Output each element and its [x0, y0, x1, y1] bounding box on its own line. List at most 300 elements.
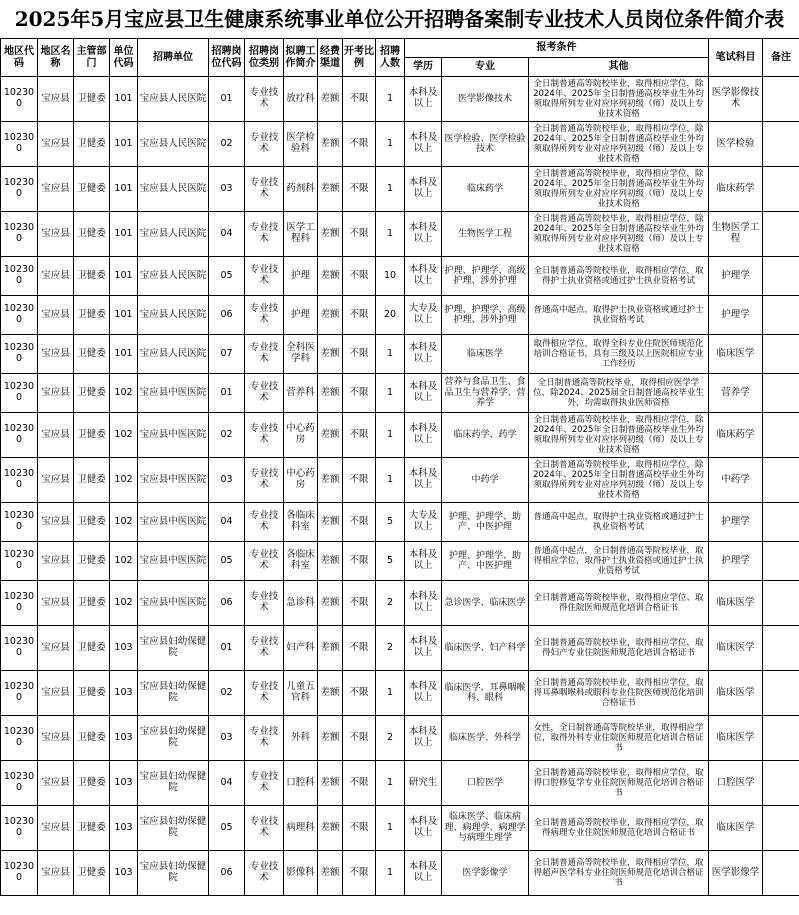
table-body [1, 77, 799, 896]
cell-region-code: 102300 [1, 761, 38, 806]
cell-remark [763, 806, 799, 851]
cell-unit-code: 102 [110, 503, 138, 542]
cell-other: 普通高中起点，全日制普通高等院校毕业，取得相应学位，取得护士执业资格或通过护士执业资格考试 [529, 542, 709, 581]
table-row [1, 167, 799, 212]
cell-count: 1 [376, 458, 405, 503]
cell-remark [763, 458, 799, 503]
cell-post-code: 01 [209, 626, 245, 671]
cell-funding: 差额 [318, 716, 343, 761]
cell-post-code: 05 [209, 257, 245, 296]
cell-education: 本科及以上 [405, 212, 442, 257]
cell-ratio: 不限 [343, 335, 376, 374]
cell-post-type: 专业技术 [245, 806, 284, 851]
cell-region-code: 102300 [1, 296, 38, 335]
table-row [1, 335, 799, 374]
table-row [1, 761, 799, 806]
cell-unit-code: 101 [110, 296, 138, 335]
cell-region-code: 102300 [1, 626, 38, 671]
cell-unit-code: 102 [110, 458, 138, 503]
cell-ratio: 不限 [343, 167, 376, 212]
table-row [1, 626, 799, 671]
cell-remark [763, 671, 799, 716]
cell-post-type: 专业技术 [245, 458, 284, 503]
cell-remark [763, 581, 799, 626]
cell-unit-code: 103 [110, 761, 138, 806]
cell-unit-code: 102 [110, 413, 138, 458]
cell-region-name: 宝应县 [38, 851, 74, 896]
cell-count: 1 [376, 806, 405, 851]
header-dept: 主管部门 [74, 39, 110, 77]
cell-count: 20 [376, 296, 405, 335]
cell-major: 临床药学 [442, 167, 529, 212]
cell-unit: 宝应县中医医院 [138, 581, 209, 626]
cell-remark [763, 542, 799, 581]
cell-dept: 卫健委 [74, 806, 110, 851]
cell-education: 本科及以上 [405, 77, 442, 122]
cell-remark [763, 77, 799, 122]
cell-count: 2 [376, 716, 405, 761]
cell-major: 临床药学、药学 [442, 413, 529, 458]
cell-post-brief: 营养科 [284, 374, 318, 413]
cell-other: 全日制普通高等院校毕业，取得相应学位，除2024年、2025年全日制普通高校毕业生外均须取得所列专业对应序列初级（师）及以上专业技术资格 [529, 212, 709, 257]
header-exam: 笔试科目 [709, 39, 763, 77]
cell-education: 本科及以上 [405, 374, 442, 413]
cell-funding: 差额 [318, 296, 343, 335]
header-post-brief: 拟聘工作简介 [284, 39, 318, 77]
cell-funding: 差额 [318, 212, 343, 257]
header-ratio: 开考比例 [343, 39, 376, 77]
cell-major: 护理、护理学、高级护理、涉外护理 [442, 257, 529, 296]
cell-unit-code: 101 [110, 212, 138, 257]
cell-unit-code: 103 [110, 671, 138, 716]
cell-region-code: 102300 [1, 374, 38, 413]
cell-post-code: 04 [209, 503, 245, 542]
cell-dept: 卫健委 [74, 413, 110, 458]
cell-funding: 差额 [318, 761, 343, 806]
cell-dept: 卫健委 [74, 716, 110, 761]
cell-unit-code: 103 [110, 626, 138, 671]
cell-region-name: 宝应县 [38, 503, 74, 542]
cell-region-name: 宝应县 [38, 257, 74, 296]
cell-unit-code: 101 [110, 122, 138, 167]
cell-other: 全日制普通高等院校毕业，取得相应学位，取得耳鼻咽喉科或眼科专业住院医师规范化培训合格证书 [529, 671, 709, 716]
cell-unit: 宝应县中医医院 [138, 374, 209, 413]
cell-dept: 卫健委 [74, 671, 110, 716]
cell-exam: 临床医学 [709, 335, 763, 374]
cell-funding: 差额 [318, 335, 343, 374]
cell-other: 全日制普通高等院校毕业，取得相应学位、取得住院医师规范化培训合格证书 [529, 581, 709, 626]
cell-unit: 宝应县中医医院 [138, 413, 209, 458]
cell-dept: 卫健委 [74, 581, 110, 626]
cell-post-type: 专业技术 [245, 335, 284, 374]
cell-exam: 口腔医学 [709, 761, 763, 806]
header-post-code: 招聘岗位代码 [209, 39, 245, 77]
table-row [1, 77, 799, 122]
cell-major: 医学影像学 [442, 851, 529, 896]
cell-region-name: 宝应县 [38, 296, 74, 335]
cell-major: 医学影像技术 [442, 77, 529, 122]
cell-region-name: 宝应县 [38, 335, 74, 374]
cell-post-code: 06 [209, 296, 245, 335]
header-post-type: 招聘岗位类别 [245, 39, 284, 77]
header-unit: 招聘单位 [138, 39, 209, 77]
cell-unit-code: 101 [110, 167, 138, 212]
cell-unit: 宝应县妇幼保健院 [138, 806, 209, 851]
table-row [1, 374, 799, 413]
cell-dept: 卫健委 [74, 212, 110, 257]
cell-unit: 宝应县人民医院 [138, 77, 209, 122]
cell-dept: 卫健委 [74, 626, 110, 671]
cell-major: 临床医学、妇产科学 [442, 626, 529, 671]
cell-funding: 差额 [318, 806, 343, 851]
cell-remark [763, 167, 799, 212]
cell-remark [763, 503, 799, 542]
cell-post-type: 专业技术 [245, 671, 284, 716]
cell-unit-code: 102 [110, 542, 138, 581]
cell-unit: 宝应县妇幼保健院 [138, 626, 209, 671]
cell-funding: 差额 [318, 458, 343, 503]
cell-education: 本科及以上 [405, 413, 442, 458]
cell-funding: 差额 [318, 413, 343, 458]
cell-post-brief: 妇产科 [284, 626, 318, 671]
cell-post-brief: 放疗科 [284, 77, 318, 122]
cell-exam: 临床药学 [709, 167, 763, 212]
cell-unit: 宝应县妇幼保健院 [138, 716, 209, 761]
cell-major: 临床医学、临床病理、病理学、病理学与病理生理学 [442, 806, 529, 851]
cell-count: 1 [376, 671, 405, 716]
cell-dept: 卫健委 [74, 296, 110, 335]
cell-unit: 宝应县人民医院 [138, 212, 209, 257]
cell-post-brief: 药剂科 [284, 167, 318, 212]
cell-post-type: 专业技术 [245, 503, 284, 542]
cell-post-brief: 口腔科 [284, 761, 318, 806]
cell-ratio: 不限 [343, 296, 376, 335]
cell-dept: 卫健委 [74, 458, 110, 503]
cell-other: 全日制普通高等院校毕业，取得相应学位，除2024年、2025年全日制普通高校毕业生外均须取得所列专业对应序列初级（师）及以上专业技术资格 [529, 458, 709, 503]
cell-other: 普通高中起点，取得护士执业资格或通过护士执业资格考试 [529, 503, 709, 542]
cell-region-name: 宝应县 [38, 212, 74, 257]
cell-post-brief: 各临床科室 [284, 503, 318, 542]
cell-region-code: 102300 [1, 851, 38, 896]
cell-funding: 差额 [318, 374, 343, 413]
cell-post-code: 03 [209, 458, 245, 503]
cell-count: 1 [376, 413, 405, 458]
cell-post-brief: 急诊科 [284, 581, 318, 626]
cell-major: 中药学 [442, 458, 529, 503]
cell-major: 临床医学 [442, 335, 529, 374]
cell-ratio: 不限 [343, 542, 376, 581]
cell-ratio: 不限 [343, 212, 376, 257]
cell-region-code: 102300 [1, 77, 38, 122]
cell-post-brief: 护理 [284, 257, 318, 296]
table-row [1, 296, 799, 335]
cell-count: 2 [376, 581, 405, 626]
cell-dept: 卫健委 [74, 542, 110, 581]
cell-region-code: 102300 [1, 167, 38, 212]
cell-post-type: 专业技术 [245, 716, 284, 761]
cell-exam: 临床医学 [709, 581, 763, 626]
cell-region-name: 宝应县 [38, 374, 74, 413]
cell-post-type: 专业技术 [245, 257, 284, 296]
header-education: 学历 [405, 58, 442, 77]
cell-unit-code: 102 [110, 374, 138, 413]
cell-post-code: 05 [209, 542, 245, 581]
cell-post-brief: 医学工程科 [284, 212, 318, 257]
cell-region-name: 宝应县 [38, 458, 74, 503]
cell-remark [763, 122, 799, 167]
table-row [1, 581, 799, 626]
cell-major: 口腔医学 [442, 761, 529, 806]
cell-post-code: 02 [209, 122, 245, 167]
cell-exam: 临床医学 [709, 671, 763, 716]
cell-ratio: 不限 [343, 413, 376, 458]
cell-funding: 差额 [318, 851, 343, 896]
cell-region-name: 宝应县 [38, 542, 74, 581]
cell-remark [763, 413, 799, 458]
cell-unit: 宝应县中医医院 [138, 542, 209, 581]
cell-post-code: 06 [209, 851, 245, 896]
cell-count: 2 [376, 626, 405, 671]
cell-count: 1 [376, 212, 405, 257]
cell-post-type: 专业技术 [245, 296, 284, 335]
cell-region-code: 102300 [1, 806, 38, 851]
cell-exam: 护理学 [709, 257, 763, 296]
cell-region-code: 102300 [1, 413, 38, 458]
header-major: 专业 [442, 58, 529, 77]
cell-post-code: 01 [209, 374, 245, 413]
cell-post-brief: 病理科 [284, 806, 318, 851]
cell-exam: 营养学 [709, 374, 763, 413]
cell-count: 5 [376, 503, 405, 542]
cell-education: 本科及以上 [405, 581, 442, 626]
cell-exam: 医学影像技术 [709, 77, 763, 122]
cell-other: 全日制普通高等院校毕业，取得相应学位，除2024年、2025年全日制普通高校毕业生外均须取得所列专业对应序列初级（师）及以上专业技术资格 [529, 122, 709, 167]
cell-post-brief: 影像科 [284, 851, 318, 896]
cell-post-brief: 外科 [284, 716, 318, 761]
cell-ratio: 不限 [343, 761, 376, 806]
cell-other: 女性，全日制普通高等院校毕业，取得相应学位，取得外科专业住院医师规范化培训合格证书 [529, 716, 709, 761]
table-row [1, 413, 799, 458]
cell-exam: 护理学 [709, 542, 763, 581]
cell-exam: 医学影像学 [709, 851, 763, 896]
cell-unit-code: 103 [110, 806, 138, 851]
cell-post-code: 04 [209, 212, 245, 257]
cell-count: 1 [376, 761, 405, 806]
header-funding: 经费渠道 [318, 39, 343, 77]
cell-education: 本科及以上 [405, 458, 442, 503]
cell-dept: 卫健委 [74, 77, 110, 122]
cell-education: 大专及以上 [405, 503, 442, 542]
table-row [1, 671, 799, 716]
cell-ratio: 不限 [343, 626, 376, 671]
cell-post-brief: 儿童五官科 [284, 671, 318, 716]
table-row [1, 542, 799, 581]
cell-other: 普通高中起点，取得护士执业资格或通过护士执业资格考试 [529, 296, 709, 335]
cell-post-type: 专业技术 [245, 167, 284, 212]
cell-other: 全日制普通高等院校毕业，取得相应学位，除2024年、2025年全日制普通高校毕业生外均须取得所列专业对应序列初级（师）及以上专业技术资格 [529, 77, 709, 122]
cell-education: 本科及以上 [405, 716, 442, 761]
table-row [1, 716, 799, 761]
cell-count: 1 [376, 335, 405, 374]
cell-funding: 差额 [318, 167, 343, 212]
cell-funding: 差额 [318, 626, 343, 671]
cell-funding: 差额 [318, 77, 343, 122]
cell-remark [763, 761, 799, 806]
cell-ratio: 不限 [343, 458, 376, 503]
cell-region-code: 102300 [1, 458, 38, 503]
cell-ratio: 不限 [343, 851, 376, 896]
cell-region-name: 宝应县 [38, 761, 74, 806]
cell-remark [763, 257, 799, 296]
cell-region-name: 宝应县 [38, 581, 74, 626]
cell-dept: 卫健委 [74, 851, 110, 896]
cell-education: 本科及以上 [405, 626, 442, 671]
cell-post-type: 专业技术 [245, 374, 284, 413]
cell-count: 1 [376, 167, 405, 212]
cell-region-name: 宝应县 [38, 77, 74, 122]
cell-funding: 差额 [318, 581, 343, 626]
cell-unit-code: 101 [110, 257, 138, 296]
cell-dept: 卫健委 [74, 335, 110, 374]
cell-ratio: 不限 [343, 503, 376, 542]
cell-unit-code: 103 [110, 851, 138, 896]
cell-post-code: 05 [209, 806, 245, 851]
cell-region-code: 102300 [1, 335, 38, 374]
page-title: 2025年5月宝应县卫生健康系统事业单位公开招聘备案制专业技术人员岗位条件简介表 [14, 7, 785, 31]
table-row [1, 503, 799, 542]
cell-unit: 宝应县人民医院 [138, 167, 209, 212]
cell-exam: 临床药学 [709, 413, 763, 458]
cell-ratio: 不限 [343, 257, 376, 296]
cell-post-type: 专业技术 [245, 122, 284, 167]
cell-major: 医学检验、医学检验技术 [442, 122, 529, 167]
cell-unit: 宝应县妇幼保健院 [138, 851, 209, 896]
cell-unit-code: 101 [110, 77, 138, 122]
cell-other: 全日制普通高等院校毕业，取得相应学位，取得妇产专业住院医师规范化培训合格证书 [529, 626, 709, 671]
cell-ratio: 不限 [343, 374, 376, 413]
cell-dept: 卫健委 [74, 122, 110, 167]
cell-ratio: 不限 [343, 806, 376, 851]
cell-exam: 中药学 [709, 458, 763, 503]
table-row [1, 257, 799, 296]
header-region-name: 地区名称 [38, 39, 74, 77]
cell-major: 护理、护理学、高级护理、涉外护理 [442, 296, 529, 335]
cell-education: 本科及以上 [405, 122, 442, 167]
cell-unit: 宝应县人民医院 [138, 296, 209, 335]
cell-major: 临床医学、耳鼻咽喉科、眼科 [442, 671, 529, 716]
cell-post-type: 专业技术 [245, 212, 284, 257]
cell-post-code: 01 [209, 77, 245, 122]
cell-region-code: 102300 [1, 716, 38, 761]
cell-unit: 宝应县人民医院 [138, 335, 209, 374]
cell-unit: 宝应县中医医院 [138, 503, 209, 542]
cell-dept: 卫健委 [74, 167, 110, 212]
recruitment-table [0, 38, 799, 896]
cell-remark [763, 626, 799, 671]
cell-region-code: 102300 [1, 581, 38, 626]
cell-ratio: 不限 [343, 581, 376, 626]
cell-other: 全日制普通高等院校毕业，取得相应学位，取得超声医学科专业住院医师规范化培训合格证书 [529, 851, 709, 896]
cell-region-name: 宝应县 [38, 806, 74, 851]
cell-region-name: 宝应县 [38, 413, 74, 458]
cell-funding: 差额 [318, 671, 343, 716]
cell-remark [763, 212, 799, 257]
header-requirements: 报考条件 [405, 39, 709, 58]
cell-unit-code: 102 [110, 581, 138, 626]
table-row [1, 122, 799, 167]
cell-region-name: 宝应县 [38, 671, 74, 716]
cell-education: 研究生 [405, 761, 442, 806]
header-region-code: 地区代码 [1, 39, 38, 77]
cell-funding: 差额 [318, 257, 343, 296]
cell-region-name: 宝应县 [38, 716, 74, 761]
cell-post-code: 02 [209, 671, 245, 716]
cell-post-type: 专业技术 [245, 413, 284, 458]
header-other: 其他 [529, 58, 709, 77]
cell-major: 营养与食品卫生、食品卫生与营养学、营养学 [442, 374, 529, 413]
cell-region-name: 宝应县 [38, 122, 74, 167]
cell-post-brief: 医学检验科 [284, 122, 318, 167]
cell-remark [763, 374, 799, 413]
cell-major: 生物医学工程 [442, 212, 529, 257]
cell-region-code: 102300 [1, 671, 38, 716]
cell-post-brief: 中心药房 [284, 458, 318, 503]
cell-dept: 卫健委 [74, 257, 110, 296]
cell-education: 大专及以上 [405, 296, 442, 335]
cell-post-brief: 中心药房 [284, 413, 318, 458]
cell-count: 10 [376, 257, 405, 296]
cell-region-code: 102300 [1, 542, 38, 581]
cell-exam: 护理学 [709, 503, 763, 542]
cell-exam: 生物医学工程 [709, 212, 763, 257]
table-row [1, 458, 799, 503]
cell-other: 全日制普通高等院校毕业，取得相应学位，除2024年、2025年全日制普通高校毕业生外均须取得所列专业对应序列初级（师）及以上专业技术资格 [529, 167, 709, 212]
cell-count: 1 [376, 374, 405, 413]
cell-unit: 宝应县妇幼保健院 [138, 671, 209, 716]
cell-region-code: 102300 [1, 212, 38, 257]
cell-count: 1 [376, 77, 405, 122]
cell-region-name: 宝应县 [38, 167, 74, 212]
cell-post-type: 专业技术 [245, 77, 284, 122]
cell-other: 全日制普通高等院校毕业，取得相应学位，取得口腔修复学专业住院医师规范化培训合格证书 [529, 761, 709, 806]
cell-count: 1 [376, 851, 405, 896]
table-header [1, 39, 799, 77]
cell-post-brief: 护理 [284, 296, 318, 335]
cell-exam: 护理学 [709, 296, 763, 335]
cell-ratio: 不限 [343, 671, 376, 716]
cell-post-type: 专业技术 [245, 626, 284, 671]
cell-post-brief: 各临床科室 [284, 542, 318, 581]
cell-dept: 卫健委 [74, 761, 110, 806]
cell-education: 本科及以上 [405, 851, 442, 896]
cell-post-code: 07 [209, 335, 245, 374]
cell-ratio: 不限 [343, 716, 376, 761]
cell-other: 全日制普通高等院校毕业，取得相应学位，取得病理专业住院医师规范化培训合格证书 [529, 806, 709, 851]
header-unit-code: 单位代码 [110, 39, 138, 77]
cell-ratio: 不限 [343, 77, 376, 122]
cell-remark [763, 851, 799, 896]
cell-other: 取得相应学位，取得全科专业住院医师规范化培训合格证书，具有三级及以上医院相应专业工作经历 [529, 335, 709, 374]
cell-major: 护理、护理学、助产、中医护理 [442, 542, 529, 581]
cell-dept: 卫健委 [74, 374, 110, 413]
cell-unit: 宝应县妇幼保健院 [138, 761, 209, 806]
table-row [1, 851, 799, 896]
cell-count: 1 [376, 122, 405, 167]
cell-funding: 差额 [318, 122, 343, 167]
cell-unit-code: 101 [110, 335, 138, 374]
cell-post-code: 02 [209, 413, 245, 458]
cell-post-code: 03 [209, 167, 245, 212]
